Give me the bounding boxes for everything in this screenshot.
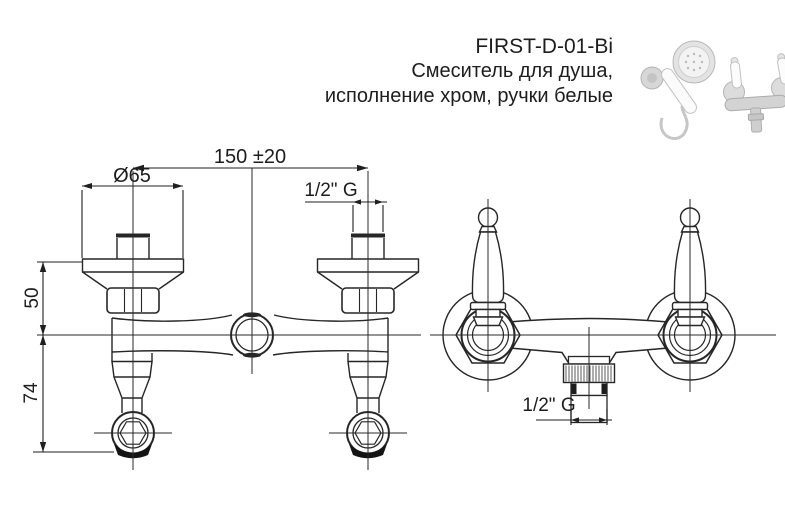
dim-diameter-label: Ø65 — [113, 165, 151, 187]
front-view — [430, 199, 776, 425]
product-description-line2: исполнение хром, ручки белые — [324, 85, 613, 107]
product-photo — [641, 41, 785, 139]
title-block — [325, 34, 613, 109]
dim-thread-wall-label: 1/2" G — [304, 180, 358, 201]
dim-height-74-label: 74 — [21, 382, 42, 404]
dimension-lines — [33, 168, 387, 452]
dim-height-50-label: 50 — [22, 287, 43, 309]
installation-view — [21, 146, 421, 470]
product-description-line1: Смеситель для душа, — [411, 60, 613, 82]
shower-hose — [661, 106, 687, 139]
dim-width-label: 150 ±20 — [213, 146, 287, 168]
product-model: FIRST-D-01-Bi — [475, 35, 613, 58]
mixer-outlet-photo — [748, 108, 764, 133]
dimension-arrows — [40, 165, 383, 452]
dim-thread-outlet-label: 1/2" G — [522, 395, 576, 416]
